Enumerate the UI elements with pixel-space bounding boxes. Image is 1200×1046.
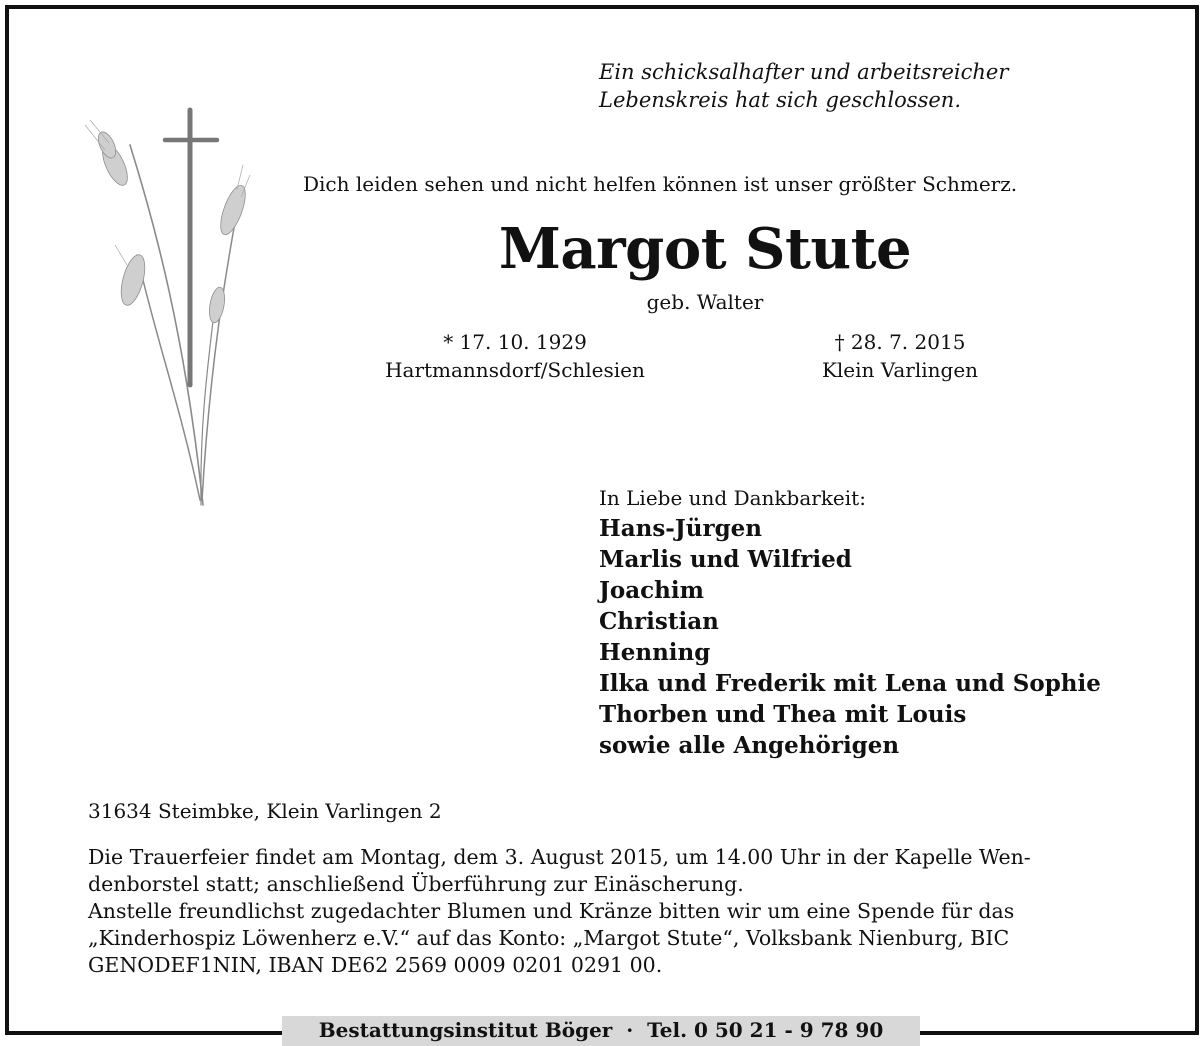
mourner-name: Hans-Jürgen — [599, 515, 763, 542]
cross-with-wheat-icon — [75, 105, 275, 515]
mourners-intro: In Liebe und Dankbarkeit: — [599, 486, 866, 510]
mourner-name: sowie alle Angehörigen — [599, 732, 900, 759]
notice-line: Die Trauerfeier findet am Montag, dem 3. August 2015, um 14.00 Uhr in der Kapelle Wen- — [88, 845, 1031, 869]
notice-line: „Kinderhospiz Löwenherz e.V.“ auf das Konto: „Margot Stute“, Volksbank Nienburg, BIC — [88, 926, 1010, 950]
address: 31634 Steimbke, Klein Varlingen 2 — [88, 799, 442, 823]
mourner-name: Joachim — [599, 577, 704, 604]
deceased-name: Margot Stute — [498, 216, 912, 282]
funeral-home-phone: Tel. 0 50 21 - 9 78 90 — [647, 1018, 884, 1042]
mourners-list — [599, 484, 1179, 761]
footer-bar — [282, 1016, 920, 1046]
mourner-name: Christian — [599, 608, 719, 635]
footer-separator: · — [626, 1018, 634, 1042]
death-info — [790, 328, 1010, 384]
mourner-name: Thorben und Thea mit Louis — [599, 701, 967, 728]
death-date: † 28. 7. 2015 — [834, 330, 966, 354]
birth-date: * 17. 10. 1929 — [443, 330, 587, 354]
notice-line: GENODEF1NIN, IBAN DE62 2569 0009 0201 0291 00. — [88, 953, 663, 977]
quote-text: Dich leiden sehen und nicht helfen können ist unser größter Schmerz. — [303, 172, 1018, 196]
birth-place: Hartmannsdorf/Schlesien — [385, 358, 645, 382]
motto-line-2: Lebenskreis hat sich geschlossen. — [599, 88, 961, 112]
notice-line: Anstelle freundlichst zugedachter Blumen und Kränze bitten wir um eine Spende für das — [88, 899, 1015, 923]
maiden-name: geb. Walter — [646, 290, 764, 314]
funeral-home-name: Bestattungsinstitut Böger — [318, 1018, 613, 1042]
mourner-name: Henning — [599, 639, 711, 666]
motto-line-1: Ein schicksalhafter und arbeitsreicher — [599, 60, 1009, 84]
mourner-name: Marlis und Wilfried — [599, 546, 852, 573]
death-place: Klein Varlingen — [821, 358, 979, 382]
funeral-notice — [88, 844, 1118, 979]
birth-info — [355, 328, 675, 384]
mourner-name: Ilka und Frederik mit Lena und Sophie — [599, 670, 1101, 697]
notice-line: denborstel statt; anschließend Überführung zur Einäscherung. — [88, 872, 744, 896]
motto — [599, 58, 1159, 114]
